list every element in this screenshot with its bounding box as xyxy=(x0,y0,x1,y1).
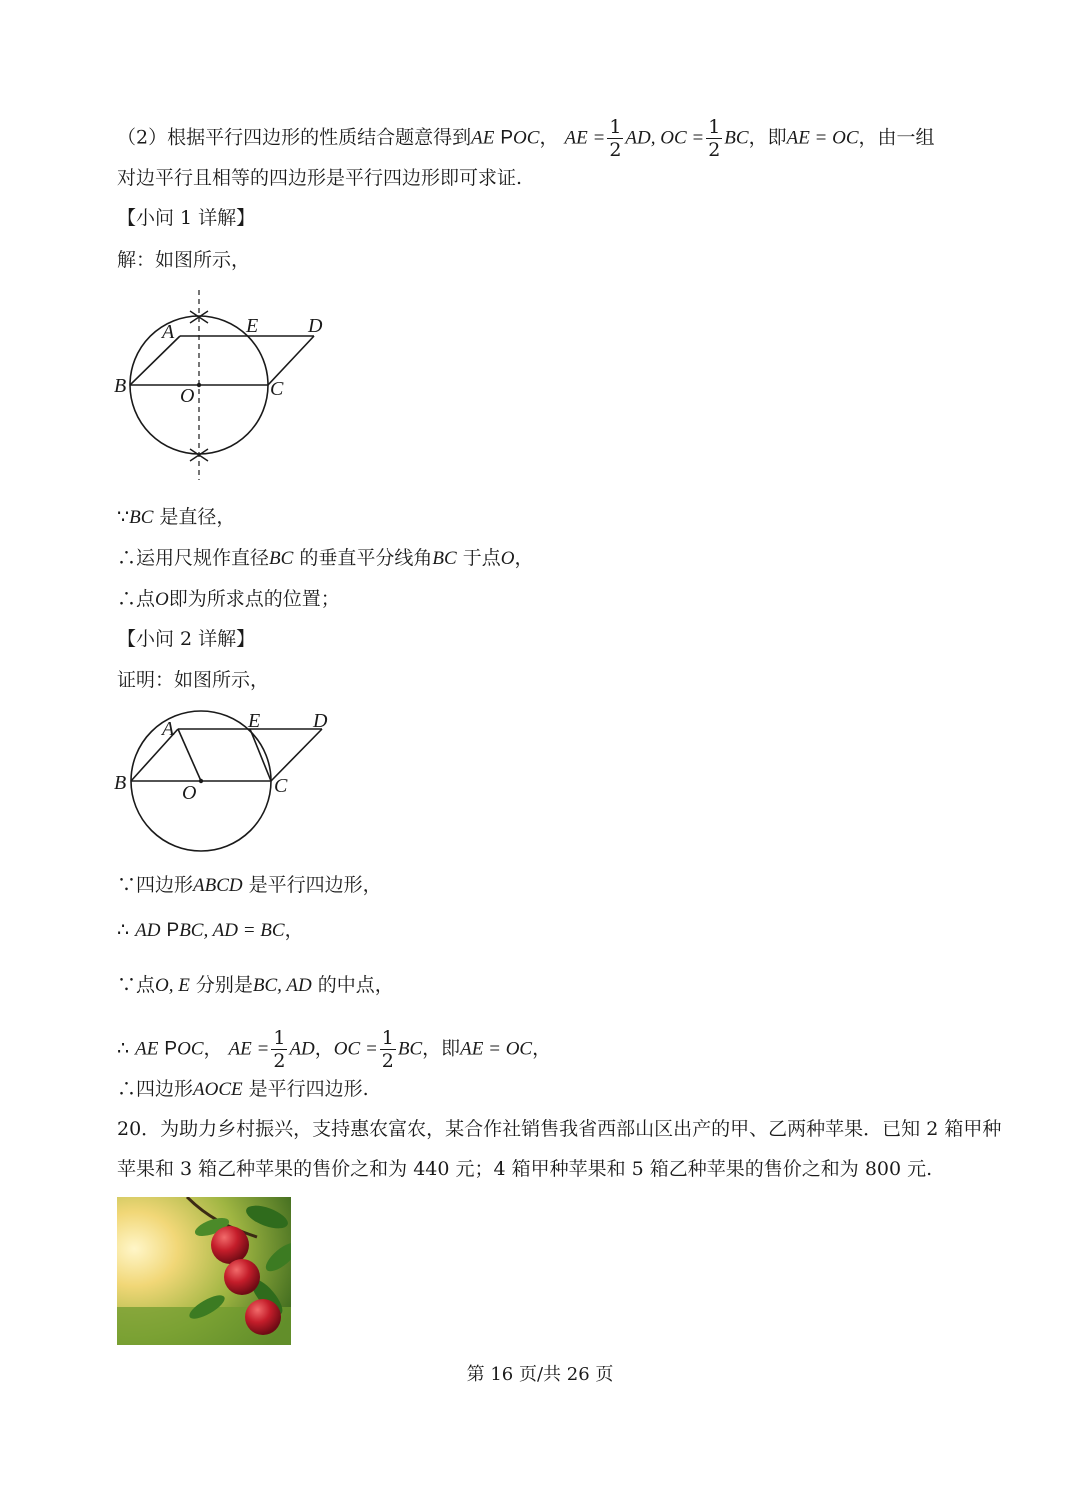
proof-line-3: ∵点O, E 分别是BC, AD 的中点， xyxy=(117,974,394,996)
proof-line-5: ∴四边形AOCE 是平行四边形. xyxy=(117,1078,369,1100)
figure-2-parallelogram-proof xyxy=(110,705,350,855)
label-o: O xyxy=(182,782,197,804)
proof-line-2: ∴ AD PBC, AD = BC， xyxy=(117,919,304,941)
solution-line-5: ∵BC 是直径， xyxy=(117,506,236,528)
solution-line-7: ∴点O即为所求点的位置； xyxy=(117,588,340,610)
label-b: B xyxy=(114,772,127,794)
label-e: E xyxy=(248,710,261,732)
label-c: C xyxy=(270,378,284,400)
question-20-line-2: 苹果和 3 箱乙种苹果的售价之和为 440 元；4 箱甲种苹果和 5 箱乙种苹果的售价之和为 800 元. xyxy=(117,1158,933,1180)
solution-line-6: ∴运用尺规作直径BC 的垂直平分线角BC 于点O， xyxy=(117,547,534,569)
label-a: A xyxy=(162,321,175,343)
label-d: D xyxy=(313,710,328,732)
fraction-half: $\frac{1}{2}$ xyxy=(609,116,622,161)
label-a: A xyxy=(162,718,175,740)
section-heading-q1: 【小问 1 详解】 xyxy=(117,207,256,229)
label-o: O xyxy=(180,385,195,407)
section-heading-q2: 【小问 2 详解】 xyxy=(117,628,256,650)
apple-photo xyxy=(117,1197,291,1345)
page-footer: 第 16 页/共 26 页 xyxy=(466,1364,614,1385)
figure-1-circle-construction xyxy=(110,285,350,485)
proof-line-4: ∴ AE POC， AE = $\frac{1}{2}$ AD，OC = $\frac{1}{2}$ BC，即AE = OC， xyxy=(117,1027,552,1072)
solution-line-1: （2）根据平行四边形的性质结合题意得到AE POC， AE = $\frac{1}{2}$ AD, OC = $\frac{1}{2}$ BC，即AE = OC，由一组 xyxy=(117,116,935,161)
label-e: E xyxy=(246,315,259,337)
label-b: B xyxy=(114,375,127,397)
label-d: D xyxy=(308,315,323,337)
label-c: C xyxy=(274,775,288,797)
fraction-half: $\frac{1}{2}$ xyxy=(708,116,721,161)
solution-intro-1: 解：如图所示， xyxy=(117,249,251,271)
proof-line-1: ∵四边形ABCD 是平行四边形， xyxy=(117,874,382,896)
solution-line-2: 对边平行且相等的四边形是平行四边形即可求证. xyxy=(117,167,523,189)
question-20-line-1: 20．为助力乡村振兴，支持惠农富农，某合作社销售我省西部山区出产的甲、乙两种苹果．已知 2 箱甲种 xyxy=(117,1118,1002,1140)
proof-intro: 证明：如图所示， xyxy=(117,669,270,691)
fraction-half: $\frac{1}{2}$ xyxy=(273,1027,286,1072)
fraction-half: $\frac{1}{2}$ xyxy=(381,1027,394,1072)
